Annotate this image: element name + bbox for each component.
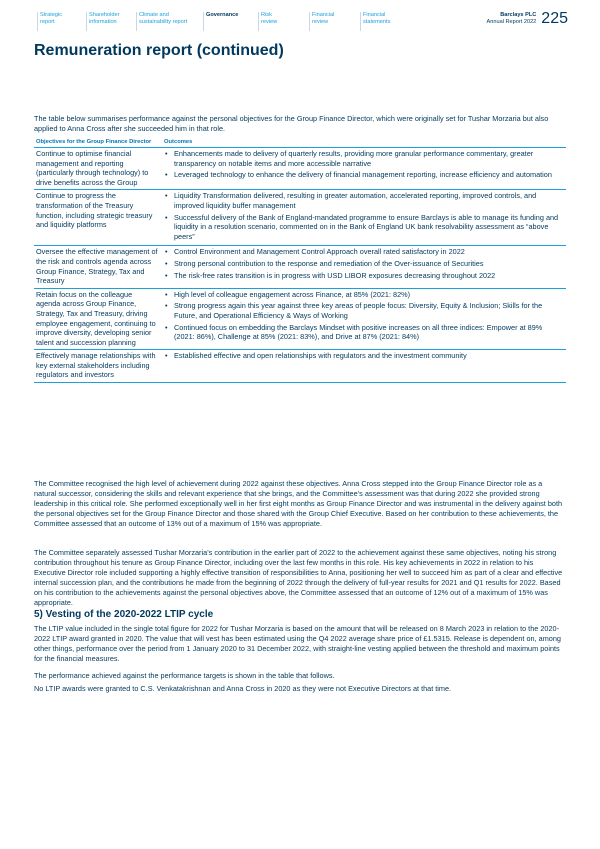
brand-name: Barclays PLC bbox=[500, 12, 537, 18]
nav-label: report bbox=[40, 18, 55, 25]
outcome-item: • Liquidity Transformation delivered, resulting in greater automation, accelerated reporting, improved controls, and improved liquidity buffer management bbox=[164, 191, 564, 210]
objective-cell: Effectively manage relationships with key external stakeholders including regulators and investors bbox=[34, 350, 162, 383]
intro-paragraph: The table below summarises performance against the personal objectives for the Group Finance Director, which were originally set for Tushar Morzaria but also applied to Anna Cross after she succeeded him in that role. bbox=[34, 114, 549, 133]
outcomes-cell bbox=[162, 288, 566, 350]
committee-assessment-paragraph: The Committee recognised the high level of achievement during 2022 against these objectives. Anna Cross stepped into the Group Finance Director role as a natural successor, considering the skills and relevant experience that she brings, and the Committee’s assessment was that during 2022 she provided strong leadership in this critical role. She performed exceptionally well in her first eight months as Group Finance Director and was instrumental in the delivery against both the personal objectives set for the Group Finance Director and those shared with the Group Chief Executive. Based on her contribution to these achievements, the Committee assessed that an outcome of 13% out of a maximum of 15% was appropriate. bbox=[34, 479, 563, 528]
objective-cell: Continue to optimise financial management and reporting (particularly through technology) to drive benefits across the Group bbox=[34, 148, 162, 190]
objectives-column-header: Objectives for the Group Finance Director bbox=[34, 138, 162, 148]
table-row bbox=[34, 190, 566, 246]
performance-paragraph: The performance achieved against the performance targets is shown in the table that follows. bbox=[34, 671, 335, 680]
objectives-table bbox=[34, 138, 566, 383]
report-brand bbox=[487, 12, 537, 26]
separate-assessment-paragraph: The Committee separately assessed Tushar Morzaria’s contribution in the earlier part of 2022 to the achievement against these same objectives, noting his strong contribution throughout his tenure as Group Finance Director, including over the last few months in this role. His key achievements in 2022 in relation to his Executive Director role included supporting a highly effective transition of responsibilities to Anna, positioning her well to succeed him as part of a clear and effective internal succession plan, and the contributions he made from the beginning of 2022 through the delivery of full-year results for 2021 and Q1 results for 2022. Based on his contribution to the achievements against the personal objectives above, the Committee assessed that an outcome of 12% out of a maximum of 15% was appropriate. bbox=[34, 548, 563, 607]
nav-label: Financial bbox=[312, 12, 335, 18]
nav-label: Climate and bbox=[139, 12, 169, 18]
ltip-value-paragraph: The LTIP value included in the single total figure for 2022 for Tushar Morzaria is based on the amount that will be released on 8 March 2023 in relation to the 2020-2022 LTIP award granted in 2020. The value that will vest has been estimated using the Q4 2022 average share price of £1.5315. Release is dependent on, among other things, performance over the period from 1 January 2020 to 31 December 2022, with straight-line vesting applied between the threshold and maximum points for the financial measures. bbox=[34, 624, 561, 663]
nav-label: Risk bbox=[261, 12, 272, 18]
nav-financial-statements[interactable] bbox=[360, 12, 450, 31]
outcomes-cell bbox=[162, 350, 566, 383]
nav-label: Governance bbox=[206, 12, 239, 18]
nav-label: Strategic bbox=[40, 12, 63, 18]
outcome-item: • Strong personal contribution to the response and remediation of the Over-issuance of Securities bbox=[164, 259, 564, 269]
table-row bbox=[34, 288, 566, 350]
objective-cell: Oversee the effective management of the risk and controls agenda across Group Finance, Strategy, Tax and Treasury bbox=[34, 246, 162, 288]
outcome-item: • Strong progress again this year against three key areas of people focus: Diversity, Equity & Inclusion; Skills for the Future, and Operational Efficiency & Ways of Working bbox=[164, 301, 564, 320]
no-awards-paragraph: No LTIP awards were granted to C.S. Venkatakrishnan and Anna Cross in 2020 as they were not Executive Directors at that time. bbox=[34, 684, 452, 693]
outcome-item: • Leveraged technology to enhance the delivery of financial management reporting, increase efficiency and automation bbox=[164, 170, 564, 180]
outcome-item: • Successful delivery of the Bank of England-mandated programme to ensure Barclays is able to manage its funding and liquidity in a resolution scenario, commented on in the Bank of England UK bank resolvability assessment as “above peers” bbox=[164, 213, 564, 242]
nav-label: Shareholder bbox=[89, 12, 120, 18]
outcome-item: • Control Environment and Management Control Approach overall rated satisfactory in 2022 bbox=[164, 247, 564, 257]
section-heading-ltip: 5) Vesting of the 2020-2022 LTIP cycle bbox=[34, 609, 214, 620]
outcome-item: • Continued focus on embedding the Barclays Mindset with positive increases on all three indices: Empower at 89% (2021: 86%), Challenge at 85% (2021: 83%), and Drive at 87% (2021: 84%) bbox=[164, 323, 564, 342]
outcomes-cell bbox=[162, 246, 566, 288]
table-row bbox=[34, 246, 566, 288]
nav-strategic-report[interactable] bbox=[37, 12, 86, 31]
table-row bbox=[34, 350, 566, 383]
outcomes-cell bbox=[162, 190, 566, 246]
nav-financial-review[interactable] bbox=[309, 12, 360, 31]
outcome-item: • Enhancements made to delivery of quarterly results, providing more granular performance commentary, greater transparency on notable items and more accessible narrative bbox=[164, 149, 564, 168]
nav-label: review bbox=[261, 18, 278, 25]
section-navigation bbox=[37, 12, 568, 34]
nav-climate-sustainability[interactable] bbox=[136, 12, 203, 31]
nav-label: statements bbox=[363, 18, 391, 25]
page-number: 225 bbox=[541, 10, 568, 27]
objective-cell: Continue to progress the transformation of the Treasury function, including strategic treasury and liquidity platforms bbox=[34, 190, 162, 246]
nav-label: information bbox=[89, 18, 117, 25]
page-title: Remuneration report (continued) bbox=[34, 42, 284, 59]
table-row bbox=[34, 148, 566, 190]
outcomes-cell bbox=[162, 148, 566, 190]
outcomes-column-header: Outcomes bbox=[162, 138, 566, 148]
outcome-item: • High level of colleague engagement across Finance, at 85% (2021: 82%) bbox=[164, 290, 564, 300]
nav-label: sustainability report bbox=[139, 18, 188, 25]
objective-cell: Retain focus on the colleague agenda across Group Finance, Strategy, Tax and Treasury, driving employee engagement, continuing to improve diversity, developing senior talent and succession planning bbox=[34, 288, 162, 350]
nav-label: Financial bbox=[363, 12, 386, 18]
nav-shareholder-information[interactable] bbox=[86, 12, 136, 31]
nav-risk-review[interactable] bbox=[258, 12, 309, 31]
outcome-item: • Established effective and open relationships with regulators and the investment community bbox=[164, 351, 564, 361]
nav-governance[interactable] bbox=[203, 12, 258, 31]
outcome-item: • The risk-free rates transition is in progress with USD LIBOR exposures decreasing throughout 2022 bbox=[164, 271, 564, 281]
nav-label: review bbox=[312, 18, 329, 25]
report-name: Annual Report 2022 bbox=[486, 18, 537, 25]
